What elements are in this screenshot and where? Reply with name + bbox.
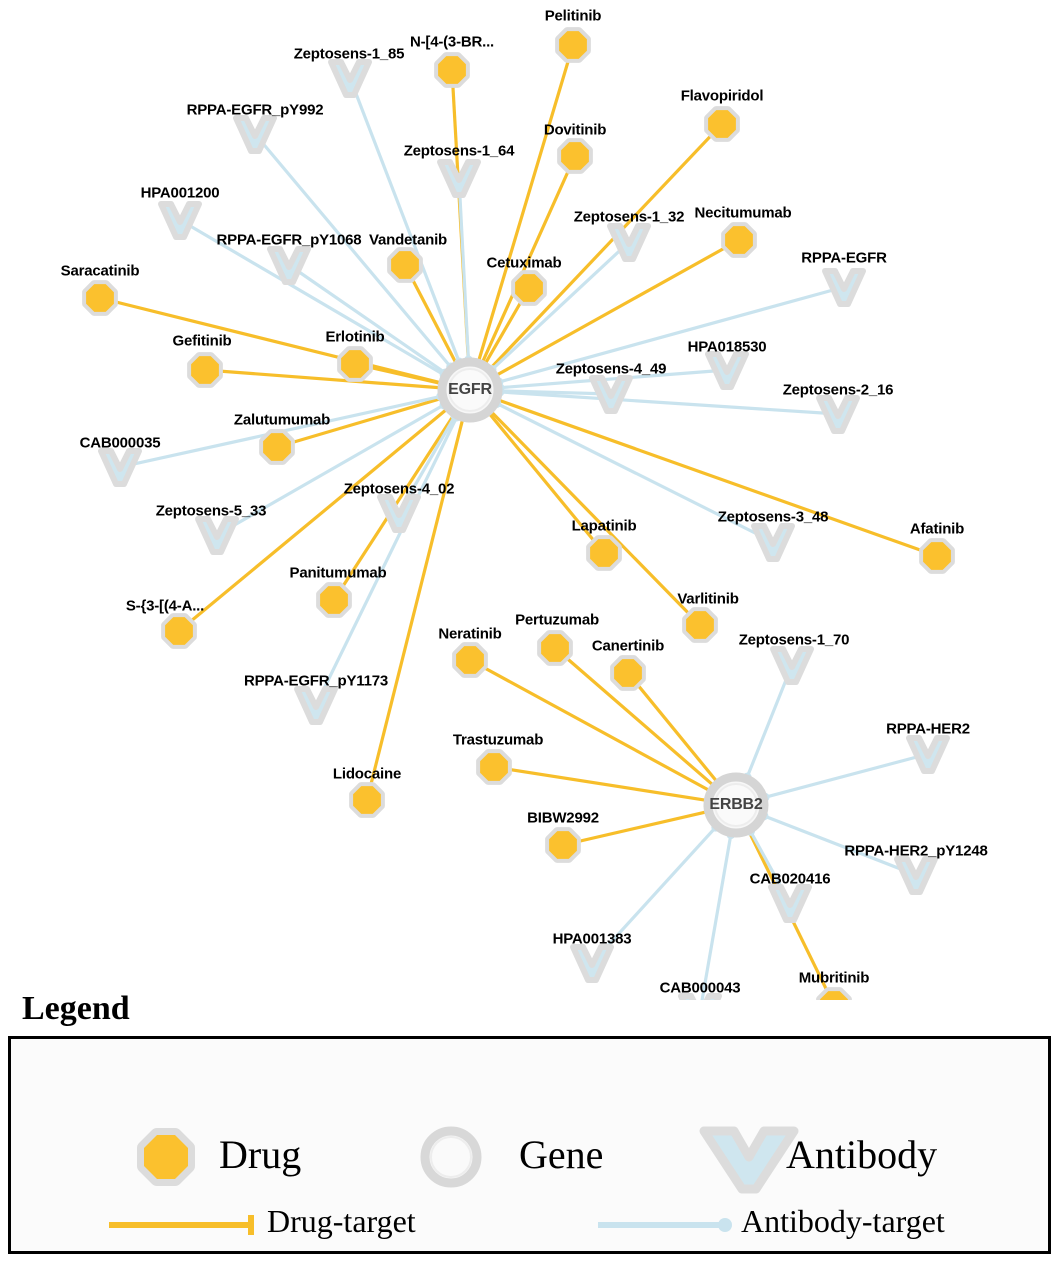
legend-label-drug-target: Drug-target <box>267 1203 416 1239</box>
antibody-node[interactable] <box>101 451 139 484</box>
drug-node[interactable] <box>263 433 291 461</box>
antibody-label: RPPA-EGFR_pY992 <box>186 101 324 119</box>
drug-node[interactable] <box>686 611 714 639</box>
drug-node[interactable] <box>456 646 484 674</box>
antibody-label: Zeptosens-3_48 <box>717 508 829 526</box>
legend-box <box>8 1036 1051 1254</box>
legend-label-antibody: Antibody <box>786 1132 938 1177</box>
drug-node[interactable] <box>86 284 114 312</box>
antibody-label: CAB000035 <box>79 434 161 452</box>
legend-antibody-icon <box>704 1131 794 1189</box>
antibody-node[interactable] <box>909 738 947 771</box>
antibody-label: RPPA-EGFR_pY1068 <box>216 231 362 249</box>
antibody-node[interactable] <box>754 526 792 559</box>
drug-label: Gefitinib <box>172 332 232 350</box>
drug-node[interactable] <box>341 350 369 378</box>
antibody-label: HPA001200 <box>140 184 220 202</box>
antibody-node[interactable] <box>773 649 811 682</box>
antibody-node[interactable] <box>897 859 935 892</box>
antibody-label: Zeptosens-1_85 <box>293 45 405 63</box>
drug-label: Vandetanib <box>368 231 448 249</box>
antibody-node[interactable] <box>236 118 274 151</box>
drug-label: Pertuzumab <box>515 611 599 629</box>
drug-target-edge <box>628 673 717 782</box>
drug-label: Afatinib <box>909 520 965 538</box>
drug-label: Dovitinib <box>543 121 607 139</box>
drug-node[interactable] <box>165 617 193 645</box>
antibody-node[interactable] <box>708 354 746 387</box>
drug-node[interactable] <box>191 356 219 384</box>
antibody-label: Zeptosens-1_64 <box>403 142 515 160</box>
antibody-label: RPPA-EGFR <box>801 249 887 267</box>
antibody-node[interactable] <box>161 204 199 237</box>
drug-node[interactable] <box>561 142 589 170</box>
antibody-node[interactable] <box>825 271 863 304</box>
drug-node[interactable] <box>515 274 543 302</box>
legend-drug-icon <box>144 1135 188 1179</box>
drug-label: Lidocaine <box>332 765 402 783</box>
antibody-node[interactable] <box>592 378 630 411</box>
antibody-label: Zeptosens-1_32 <box>573 208 685 226</box>
legend-label-drug: Drug <box>219 1132 302 1177</box>
drug-label: Mubritinib <box>798 969 870 987</box>
antibody-label: Zeptosens-5_33 <box>155 502 267 520</box>
antibody-node[interactable] <box>819 398 857 431</box>
drug-node[interactable] <box>391 251 419 279</box>
drug-target-edge <box>479 45 573 361</box>
drug-node[interactable] <box>725 226 753 254</box>
legend <box>8 990 1051 1254</box>
drug-node[interactable] <box>320 586 348 614</box>
drug-label: Varlitinib <box>677 590 739 608</box>
drug-target-edge <box>498 400 937 556</box>
drug-node[interactable] <box>549 831 577 859</box>
drug-label: Canertinib <box>591 637 665 655</box>
antibody-node[interactable] <box>297 689 335 722</box>
drug-label: Trastuzumab <box>452 731 544 749</box>
gene-label: ERBB2 <box>709 796 763 813</box>
drug-label: Necitumumab <box>694 204 792 222</box>
drug-node[interactable] <box>480 753 508 781</box>
drug-target-edge <box>100 298 441 383</box>
antibody-label: CAB000043 <box>659 979 741 997</box>
drug-label: Neratinib <box>438 625 502 643</box>
gene-label: EGFR <box>448 381 492 398</box>
antibody-label: Zeptosens-4_02 <box>343 480 455 498</box>
drug-label: Lapatinib <box>571 517 637 535</box>
legend-antibody-edge <box>598 1218 732 1232</box>
antibody-node[interactable] <box>771 887 809 920</box>
antibody-label: Zeptosens-4_49 <box>555 360 667 378</box>
drug-node[interactable] <box>923 542 951 570</box>
legend-label-gene: Gene <box>519 1132 604 1177</box>
legend-drug-edge <box>109 1215 251 1235</box>
drug-label: Pelitinib <box>544 7 602 25</box>
antibody-label: RPPA-EGFR_pY1173 <box>243 672 389 690</box>
antibody-target-edge <box>459 178 468 360</box>
drug-label: Saracatinib <box>60 262 140 280</box>
antibody-label: CAB020416 <box>749 870 831 888</box>
antibody-target-edge <box>765 754 928 797</box>
drug-node[interactable] <box>559 31 587 59</box>
antibody-target-edge <box>499 287 844 382</box>
antibody-node[interactable] <box>198 519 236 552</box>
drug-label: Flavopiridol <box>680 87 764 105</box>
drug-label: Erlotinib <box>325 328 385 346</box>
legend-label-antibody-target: Antibody-target <box>741 1203 945 1239</box>
drug-label: N-[4-(3-BR... <box>409 33 495 51</box>
antibody-label: RPPA-HER2_pY1248 <box>844 842 988 860</box>
antibody-node[interactable] <box>573 947 611 980</box>
drug-node[interactable] <box>590 539 618 567</box>
antibody-target-edge <box>700 835 731 1000</box>
drug-node[interactable] <box>438 56 466 84</box>
antibody-label: RPPA-HER2 <box>886 720 970 738</box>
legend-gene-icon <box>425 1131 477 1183</box>
antibody-node[interactable] <box>331 62 369 95</box>
drug-label: Cetuximab <box>486 254 562 272</box>
drug-node[interactable] <box>541 634 569 662</box>
legend-title: Legend <box>22 990 130 1027</box>
antibody-label: HPA018530 <box>687 338 767 356</box>
drug-label: Panitumumab <box>289 564 387 582</box>
drug-node[interactable] <box>614 659 642 687</box>
drug-label: BIBW2992 <box>527 809 599 827</box>
drug-label: S-{3-[(4-A... <box>125 597 205 615</box>
drug-label: Zalutumumab <box>233 411 331 429</box>
drug-node[interactable] <box>353 786 381 814</box>
antibody-label: Zeptosens-1_70 <box>738 631 850 649</box>
antibody-label: Zeptosens-2_16 <box>782 381 894 399</box>
drug-node[interactable] <box>708 110 736 138</box>
antibody-label: HPA001383 <box>552 930 632 948</box>
